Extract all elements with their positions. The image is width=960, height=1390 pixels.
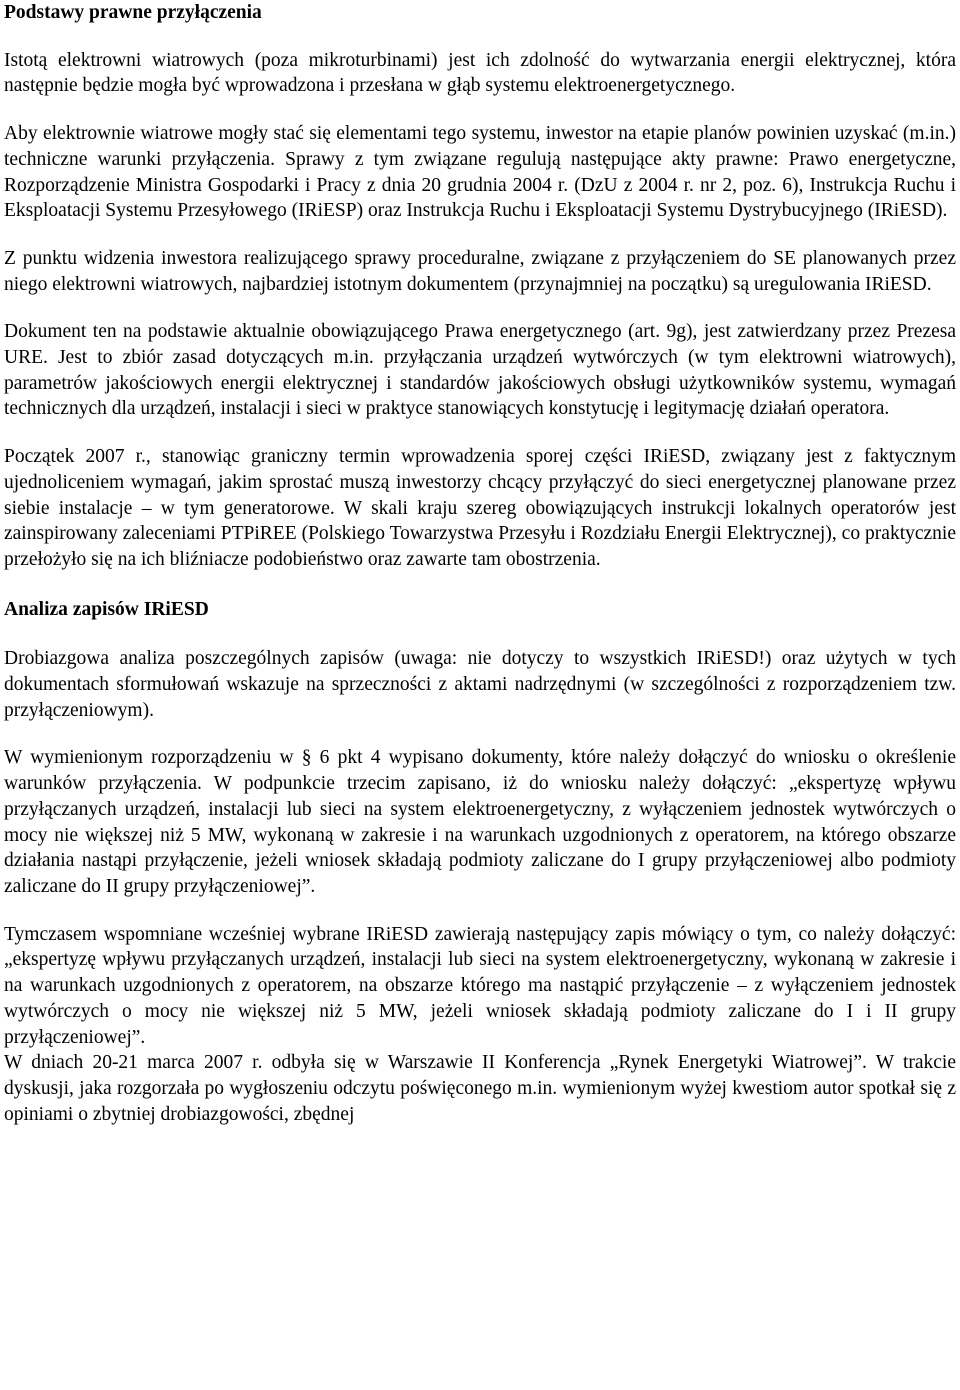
paragraph: Aby elektrownie wiatrowe mogły stać się elementami tego systemu, inwestor na etapie planów powinien uzyskać (m.in.) techniczne warunki przyłączenia. Sprawy z tym związane regulują następujące akty prawne: Prawo energetyczne, Rozporządzenie Ministra Gospodarki i Pracy z dnia 20 grudnia 2004 r. (DzU z 2004 r. nr 2, poz. 6), Instrukcja Ruchu i Eksploatacji Systemu Przesyłowego (IRiESP) oraz Instrukcja Ruchu i Eksploatacji Systemu Dystrybucyjnego (IRiESD). <box>4 123 956 222</box>
document-page <box>4 0 956 1127</box>
paragraph: Początek 2007 r., stanowiąc graniczny termin wprowadzenia sporej części IRiESD, związany jest z faktycznym ujednoliceniem wymagań, jakim sprostać muszą inwestorzy chcący przyłączyć do sieci energetycznej planowane przez siebie instalacje – w tym generatorowe. W skali kraju szereg obowiązujących instrukcji lokalnych operatorów jest zainspirowany zaleceniami PTPiREE (Polskiego Towarzystwa Przesyłu i Rozdziału Energii Elektrycznej), co praktycznie przełożyło się na ich bliźniacze podobieństwo oraz zawarte tam obostrzenia. <box>4 446 956 570</box>
paragraph: Tymczasem wspomniane wcześniej wybrane IRiESD zawierają następujący zapis mówiący o tym, co należy dołączyć: „ekspertyzę wpływu przyłączanych urządzeń, instalacji lub sieci na system elektroenergetyczny, wykonaną w zakresie i na warunkach uzgodnionych z operatorem, na obszarze którego ma nastąpić przyłączenie – z wyłączeniem jednostek wytwórczych o mocy nie większej niż 5 MW, jeżeli wniosek składają podmioty zaliczane do I i II grupy przyłączeniowej”. <box>4 923 956 1048</box>
section-heading: Podstawy prawne przyłączenia <box>4 2 262 23</box>
paragraph: Dokument ten na podstawie aktualnie obowiązującego Prawa energetycznego (art. 9g), jest zatwierdzany przez Prezesa URE. Jest to zbiór zasad dotyczących m.in. przyłączania urządzeń wytwórczych (w tym elektrowni wiatrowych), parametrów jakościowych energii elektrycznej i standardów jakościowych obsługi użytkowników systemu, wymagań technicznych dla urządzeń, instalacji i sieci w praktyce stanowiących konstytucję i legitymację działań operatora. <box>4 321 956 420</box>
paragraph: W dniach 20-21 marca 2007 r. odbyła się w Warszawie II Konferencja „Rynek Energetyki Wiatrowej”. W trakcie dyskusji, jaka rozgorzała po wygłoszeniu odczytu poświęconego m.in. wymienionym wyżej kwestiom autor spotkał się z opiniami o zbytniej drobiazgowości, zbędnej <box>4 1052 956 1125</box>
paragraph: Z punktu widzenia inwestora realizującego sprawy proceduralne, związane z przyłączeniem do SE planowanych przez niego elektrowni wiatrowych, najbardziej istotnym dokumentem (przynajmniej na początku) są uregulowania IRiESD. <box>4 247 956 295</box>
paragraph: W wymienionym rozporządzeniu w § 6 pkt 4 wypisano dokumenty, które należy dołączyć do wniosku o określenie warunków przyłączenia. W podpunkcie trzecim zapisano, iż do wniosku należy dołączyć: „ekspertyzę wpływu przyłączanych urządzeń, instalacji lub sieci na system elektroenergetyczny, z wyłączeniem jednostek wytwórczych o mocy nie większej niż 5 MW, wykonaną w zakresie i na warunkach uzgodnionych z operatorem, na którego obszarze działania nastąpi przyłączenie, jeżeli wniosek składają podmioty zaliczane do I grupy przyłączeniowej albo podmioty zaliczane do II grupy przyłączeniowej”. <box>4 747 956 897</box>
paragraph: Istotą elektrowni wiatrowych (poza mikroturbinami) jest ich zdolność do wytwarzania energii elektrycznej, która następnie będzie mogła być wprowadzona i przesłana w głąb systemu elektroenergetycznego. <box>4 49 956 97</box>
paragraph: Drobiazgowa analiza poszczególnych zapisów (uwaga: nie dotyczy to wszystkich IRiESD!) oraz użytych w tych dokumentach sformułowań wskazuje na sprzeczności z aktami nadrzędnymi (w szczególności z rozporządzeniem tzw. przyłączeniowym). <box>4 648 956 721</box>
section-heading: Analiza zapisów IRiESD <box>4 598 209 620</box>
